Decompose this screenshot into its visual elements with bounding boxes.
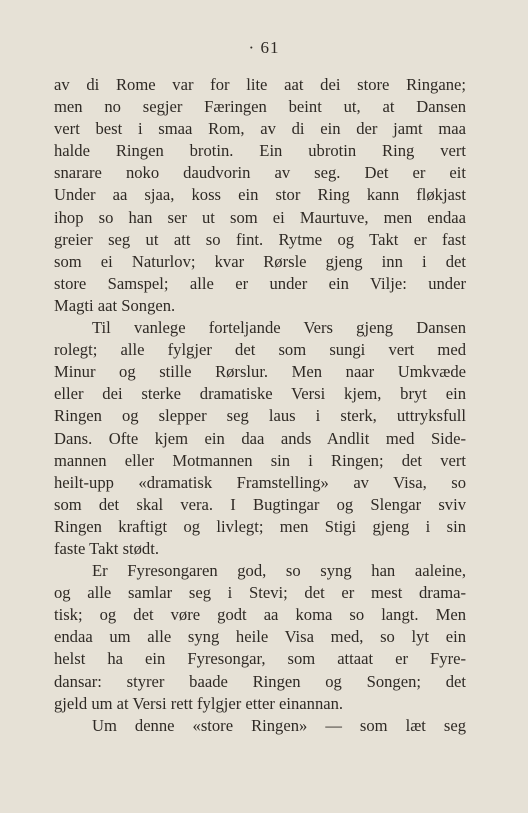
text-line: som ei Naturlov; kvar Rørsle gjeng inn i det: [54, 251, 466, 271]
text-line: og alle samlar seg i Stevi; det er mest drama-: [54, 583, 466, 603]
page-number: · 61: [248, 38, 280, 57]
text-line: ihop so han ser ut som ei Maurtuve, men endaa: [54, 207, 466, 227]
text-line: Magti aat Songen.: [54, 295, 176, 315]
text-line: eller dei sterke dramatiske Versi kjem, bryt ein: [54, 384, 466, 404]
text-line: Dans. Ofte kjem ein daa ands Andlit med Side-: [54, 428, 466, 448]
text-line: gjeld um at Versi rett fylgjer etter einannan.: [54, 693, 344, 713]
text-line: halde Ringen brotin. Ein ubrotin Ring vert: [54, 141, 466, 161]
text-line: vert best i smaa Rom, av di ein der jamt maa: [54, 119, 466, 139]
text-line: Til vanlege forteljande Vers gjeng Dansen: [92, 318, 466, 338]
text-line: snarare noko daudvorin av seg. Det er eit: [54, 163, 466, 183]
text-line: tisk; og det vøre godt aa koma so langt. Men: [54, 605, 466, 625]
text-line: faste Takt stødt.: [54, 538, 159, 558]
text-line: som det skal vera. I Bugtingar og Slengar sviv: [54, 494, 466, 514]
text-line: Under aa sjaa, koss ein stor Ring kann fløkjast: [54, 185, 466, 205]
text-line: Um denne «store Ringen» — som læt seg: [92, 715, 466, 735]
text-line: Ringen og slepper seg laus i sterk, uttryksfull: [54, 406, 466, 426]
text-line: endaa um alle syng heile Visa med, so lyt ein: [54, 627, 466, 647]
text-line: helst ha ein Fyresongar, som attaat er Fyre-: [54, 649, 466, 669]
text-line: heilt-upp «dramatisk Framstelling» av Visa, so: [54, 472, 466, 492]
text-line: greier seg ut att so fint. Rytme og Takt er fast: [54, 229, 466, 249]
text-line: dansar: styrer baade Ringen og Songen; det: [54, 671, 466, 691]
text-line: mannen eller Motmannen sin i Ringen; det vert: [54, 450, 466, 470]
text-line: store Samspel; alle er under ein Vilje: under: [54, 273, 466, 293]
text-line: av di Rome var for lite aat dei store Ringane;: [54, 75, 466, 94]
text-line: Er Fyresongaren god, so syng han aaleine,: [92, 561, 466, 581]
text-line: Minur og stille Rørslur. Men naar Umkvæde: [54, 362, 466, 382]
body-text: [54, 74, 466, 737]
text-line: Ringen kraftigt og livlegt; men Stigi gjeng i sin: [54, 516, 466, 536]
text-line: rolegt; alle fylgjer det som sungi vert med: [54, 340, 466, 360]
text-line: men no segjer Færingen beint ut, at Dansen: [54, 97, 466, 117]
